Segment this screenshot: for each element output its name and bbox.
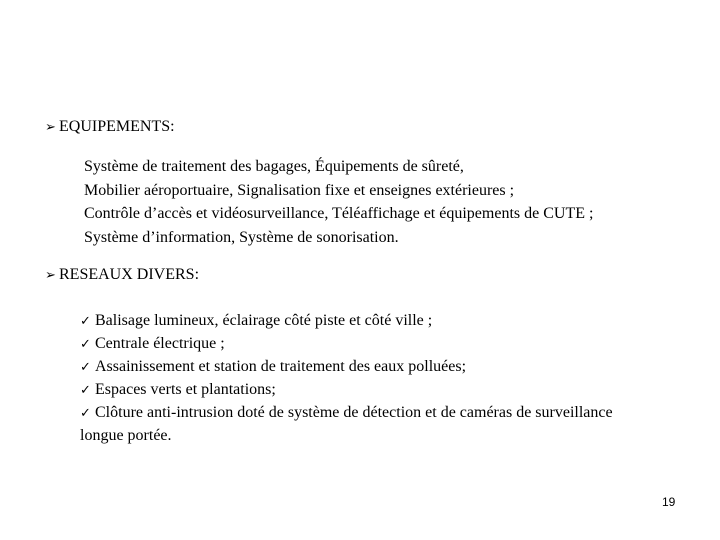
page-number: 19	[662, 495, 676, 509]
heading-text: RESEAUX DIVERS:	[59, 266, 200, 283]
checkmark-icon: ✓	[80, 360, 91, 375]
paragraph-line: Contrôle d’accès et vidéosurveillance, Téléaffichage et équipements de CUTE ;	[84, 205, 594, 222]
section-heading-reseaux-divers	[45, 265, 199, 286]
reseaux-bullet-list	[80, 309, 613, 447]
checkmark-icon: ✓	[80, 383, 91, 398]
list-item-text: Assainissement et station de traitement des eaux polluées;	[95, 358, 467, 375]
list-item-text: Espaces verts et plantations;	[95, 381, 276, 398]
paragraph-line: Mobilier aéroportuaire, Signalisation fixe et enseignes extérieures ;	[84, 181, 515, 199]
list-item	[80, 378, 613, 401]
section-heading-equipements	[45, 117, 175, 138]
paragraph-line: Système de traitement des bagages, Équipements de sûreté,	[84, 158, 464, 175]
list-item	[80, 309, 613, 332]
heading-text: EQUIPEMENTS:	[59, 118, 175, 135]
list-item-text: Clôture anti-intrusion doté de système de détection et de caméras de surveillance	[95, 404, 613, 421]
list-item	[80, 332, 613, 355]
checkmark-icon: ✓	[80, 406, 91, 421]
list-item-text: Balisage lumineux, éclairage côté piste et côté ville ;	[95, 312, 433, 329]
list-item-continuation: longue portée.	[80, 427, 172, 444]
paragraph-line: Système d’information, Système de sonorisation.	[84, 228, 399, 246]
list-item	[80, 401, 613, 424]
equipements-paragraph	[84, 155, 593, 249]
checkmark-icon: ✓	[80, 337, 91, 352]
checkmark-icon: ✓	[80, 314, 91, 329]
list-item-text: Centrale électrique ;	[95, 335, 225, 352]
arrow-right-icon: ➢	[45, 120, 56, 135]
list-item	[80, 355, 613, 378]
arrow-right-icon: ➢	[45, 268, 56, 283]
